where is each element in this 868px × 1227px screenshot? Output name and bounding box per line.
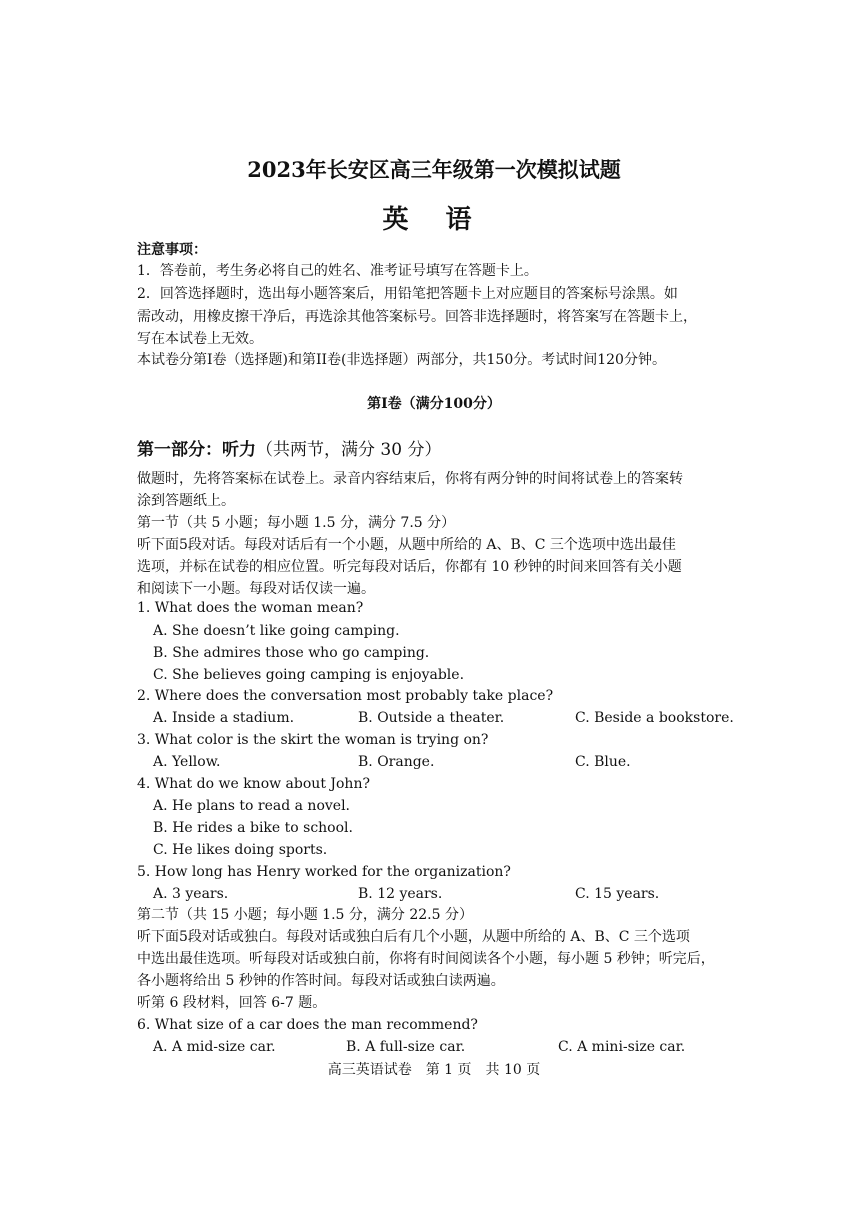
notice-line: 写在本试卷上无效。 xyxy=(137,331,263,347)
notice-line: 2．回答选择题时，选出每小题答案后，用铅笔把答题卡上对应题目的答案标号涂黑。如 xyxy=(137,286,678,302)
question-stem: 4. What do we know about John? xyxy=(137,776,370,792)
option-a: A. 3 years. xyxy=(153,886,229,902)
option-c: C. She believes going camping is enjoyable. xyxy=(153,667,465,683)
option-b: B. A full-size car. xyxy=(346,1039,466,1055)
material-note: 听第 6 段材料，回答 6-7 题。 xyxy=(137,995,327,1011)
option-c: C. Beside a bookstore. xyxy=(575,710,734,726)
instruction-line: 各小题将给出 5 秒钟的作答时间。每段对话或独白读两遍。 xyxy=(137,973,505,989)
option-a: A. Yellow. xyxy=(153,754,221,770)
part-heading-bold: 第一部分：听力 xyxy=(137,440,256,460)
option-c: C. Blue. xyxy=(575,754,631,770)
notice-line: 1．答卷前，考生务必将自己的姓名、准考证号填写在答题卡上。 xyxy=(137,263,538,279)
option-a: A. He plans to read a novel. xyxy=(153,798,350,814)
part-heading xyxy=(137,440,441,460)
option-b: B. 12 years. xyxy=(358,886,443,902)
option-a: A. Inside a stadium. xyxy=(153,710,295,726)
subject-title: 英 语 xyxy=(382,205,486,235)
subsection-heading: 第二节（共 15 小题；每小题 1.5 分，满分 22.5 分） xyxy=(137,907,473,923)
option-b: B. She admires those who go camping. xyxy=(153,645,430,661)
instruction-line: 选项，并标在试卷的相应位置。听完每段对话后，你都有 10 秒钟的时间来回答有关小题 xyxy=(137,559,682,575)
question-stem: 5. How long has Henry worked for the organization? xyxy=(137,864,511,880)
question-stem: 3. What color is the skirt the woman is trying on? xyxy=(137,732,489,748)
section-heading: 第I卷（满分100分） xyxy=(367,396,501,412)
question-stem: 6. What size of a car does the man recommend? xyxy=(137,1017,478,1033)
page-title: 2023年长安区高三年级第一次模拟试题 xyxy=(247,157,621,182)
notice-line: 需改动，用橡皮擦干净后，再选涂其他答案标号。回答非选择题时，将答案写在答题卡上， xyxy=(137,309,697,325)
question-stem: 1. What does the woman mean? xyxy=(137,600,364,616)
option-c: C. A mini-size car. xyxy=(558,1039,686,1055)
instruction-line: 听下面5段对话或独白。每段对话或独白后有几个小题，从题中所给的 A、B、C 三个选项 xyxy=(137,929,690,945)
option-b: B. Outside a theater. xyxy=(358,710,505,726)
option-b: B. He rides a bike to school. xyxy=(153,820,353,836)
instruction-line: 涂到答题纸上。 xyxy=(137,493,235,509)
option-a: A. She doesn’t like going camping. xyxy=(153,623,400,639)
page-footer: 高三英语试卷 第 1 页 共 10 页 xyxy=(327,1062,541,1078)
option-c: C. He likes doing sports. xyxy=(153,842,328,858)
option-c: C. 15 years. xyxy=(575,886,660,902)
instruction-line: 中选出最佳选项。听每段对话或独白前，你将有时间阅读各个小题，每小题 5 秒钟；听完后， xyxy=(137,951,715,967)
instruction-line: 做题时，先将答案标在试卷上。录音内容结束后，你将有两分钟的时间将试卷上的答案转 xyxy=(137,471,683,487)
instruction-line: 和阅读下一小题。每段对话仅读一遍。 xyxy=(137,581,375,597)
option-a: A. A mid-size car. xyxy=(153,1039,276,1055)
option-b: B. Orange. xyxy=(358,754,435,770)
subsection-heading: 第一节（共 5 小题；每小题 1.5 分，满分 7.5 分） xyxy=(137,515,456,531)
notice-line: 本试卷分第I卷（选择题)和第II卷(非选择题）两部分，共150分。考试时间120分钟。 xyxy=(137,352,666,368)
question-stem: 2. Where does the conversation most probably take place? xyxy=(137,688,554,704)
notice-heading: 注意事项： xyxy=(137,242,207,258)
instruction-line: 听下面5段对话。每段对话后有一个小题，从题中所给的 A、B、C 三个选项中选出最佳 xyxy=(137,537,676,553)
part-heading-rest: （共两节，满分 30 分） xyxy=(256,440,442,460)
